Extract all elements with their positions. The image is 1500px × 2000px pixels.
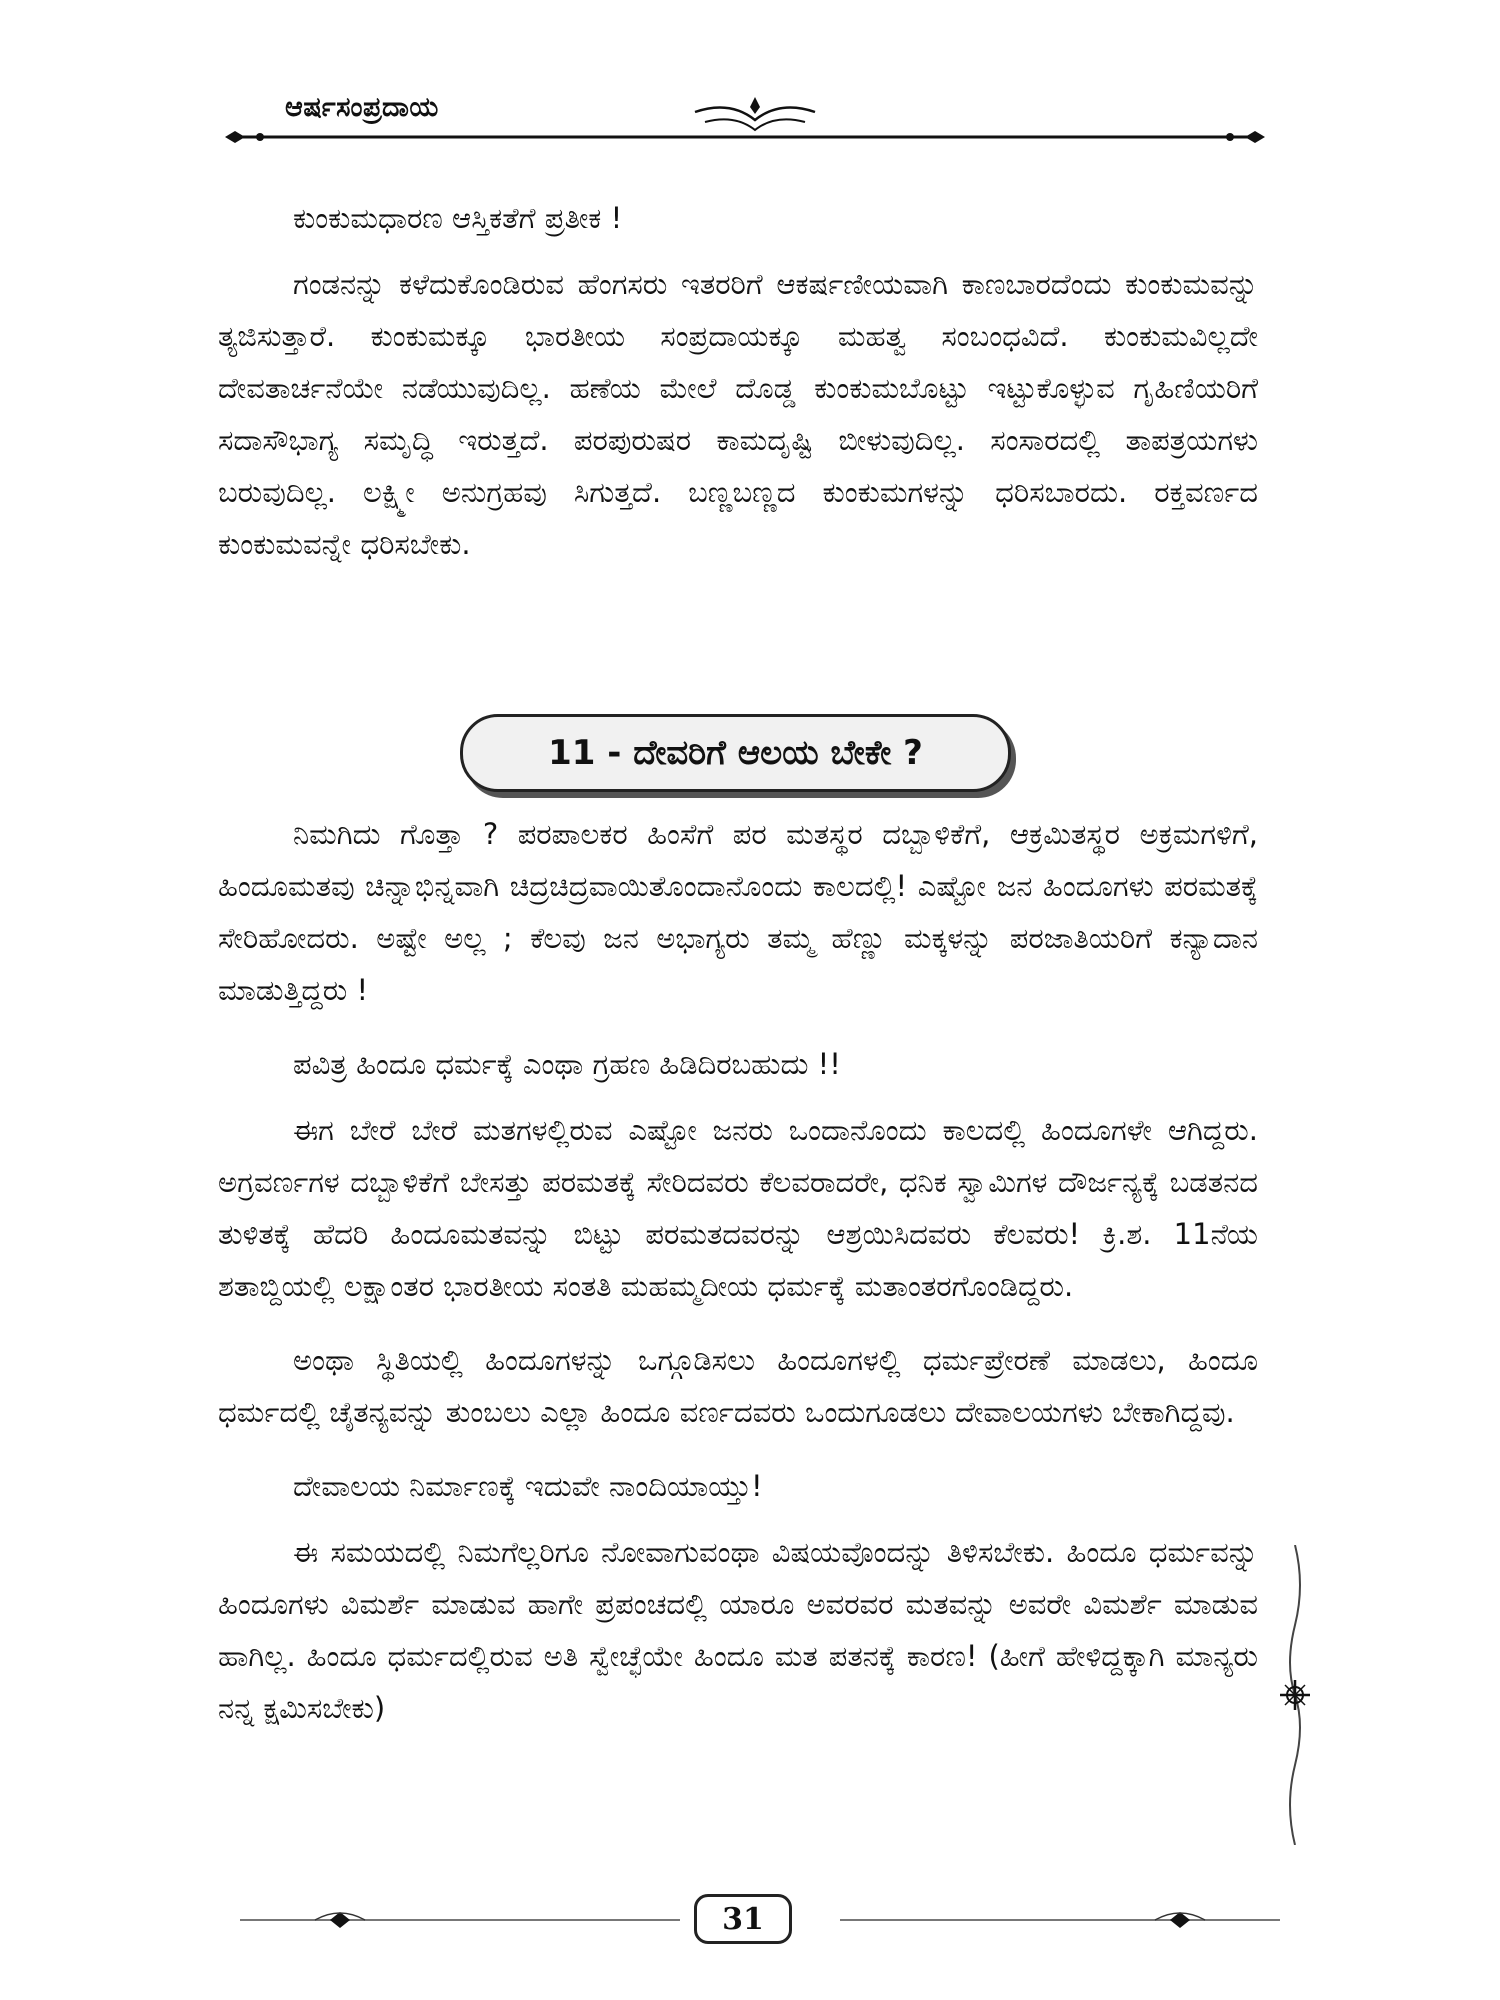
paragraph: ಅಂಥಾ ಸ್ಥಿತಿಯಲ್ಲಿ ಹಿಂದೂಗಳನ್ನು ಒಗ್ಗೂಡಿಸಲು ಹಿಂದೂಗಳಲ್ಲಿ ಧರ್ಮಪ್ರೇರಣೆ ಮಾಡಲು, ಹಿಂದೂ ಧರ್ಮದಲ್ಲಿ ಚೈತನ್ಯವನ್ನು ತುಂಬಲು ಎಲ್ಲಾ ಹಿಂದೂ ವರ್ಣದವರು ಒಂದುಗೂಡಲು ದೇವಾಲಯಗಳು ಬೇಕಾಗಿದ್ದವು. [218,1343,1258,1429]
running-header-title: ಆರ್ಷಸಂಪ್ರದಾಯ [285,92,439,123]
paragraph: ಕುಂಕುಮಧಾರಣ ಆಸ್ತಿಕತೆಗೆ ಪ್ರತೀಕ ! [293,201,623,235]
top-section-text [218,192,1258,592]
chapter-heading: 11 - ದೇವರಿಗೆ ಆಲಯ ಬೇಕೇ ? [548,733,923,773]
paragraph: ನಿಮಗಿದು ಗೊತ್ತಾ ? ಪರಪಾಲಕರ ಹಿಂಸೆಗೆ ಪರ ಮತಸ್ಥರ ದಬ್ಬಾಳಿಕೆಗೆ, ಆಕ್ರಮಿತಸ್ಥರ ಅಕ್ರಮಗಳಿಗೆ, ಹಿಂದೂಮತವು ಚಿನ್ನಾಭಿನ್ನವಾಗಿ ಚಿದ್ರಚಿದ್ರವಾಯಿತೊಂದಾನೊಂದು ಕಾಲದಲ್ಲಿ! ಎಷ್ಟೋ ಜನ ಹಿಂದೂಗಳು ಪರಮತಕ್ಕೆ ಸೇರಿಹೋದರು. ಅಷ್ಟೇ ಅಲ್ಲ ; ಕೆಲವು ಜನ ಅಭಾಗ್ಯರು ತಮ್ಮ ಹೆಣ್ಣು ಮಕ್ಕಳನ್ನು ಪರಜಾತಿಯರಿಗೆ ಕನ್ಯಾದಾನ ಮಾಡುತ್ತಿದ್ದರು ! [218,817,1258,1007]
header-ornament-rule [225,92,1265,152]
paragraph: ಗಂಡನನ್ನು ಕಳೆದುಕೊಂಡಿರುವ ಹೆಂಗಸರು ಇತರರಿಗೆ ಆಕರ್ಷಣೀಯವಾಗಿ ಕಾಣಬಾರದೆಂದು ಕುಂಕುಮವನ್ನು ತ್ಯಜಿಸುತ್ತಾರೆ. ಕುಂಕುಮಕ್ಕೂ ಭಾರತೀಯ ಸಂಪ್ರದಾಯಕ್ಕೂ ಮಹತ್ವ ಸಂಬಂಧವಿದೆ. ಕುಂಕುಮವಿಲ್ಲದೇ ದೇವತಾರ್ಚನೆಯೇ ನಡೆಯುವುದಿಲ್ಲ. ಹಣೆಯ ಮೇಲೆ ದೊಡ್ಡ ಕುಂಕುಮಬೊಟ್ಟು ಇಟ್ಟುಕೊಳ್ಳುವ ಗೃಹಿಣಿಯರಿಗೆ ಸದಾಸೌಭಾಗ್ಯ ಸಮೃದ್ಧಿ ಇರುತ್ತದೆ. ಪರಪುರುಷರ ಕಾಮದೃಷ್ಟಿ ಬೀಳುವುದಿಲ್ಲ. ಸಂಸಾರದಲ್ಲಿ ತಾಪತ್ರಯಗಳು ಬರುವುದಿಲ್ಲ. ಲಕ್ಷ್ಮೀ ಅನುಗ್ರಹವು ಸಿಗುತ್ತದೆ. ಬಣ್ಣಬಣ್ಣದ ಕುಂಕುಮಗಳನ್ನು ಧರಿಸಬಾರದು. ರಕ್ತವರ್ಣದ ಕುಂಕುಮವನ್ನೇ ಧರಿಸಬೇಕು. [218,267,1258,561]
side-border-ornament [1270,1545,1320,1845]
paragraph: ಈಗ ಬೇರೆ ಬೇರೆ ಮತಗಳಲ್ಲಿರುವ ಎಷ್ಟೋ ಜನರು ಒಂದಾನೊಂದು ಕಾಲದಲ್ಲಿ ಹಿಂದೂಗಳೇ ಆಗಿದ್ದರು. ಅಗ್ರವರ್ಣಗಳ ದಬ್ಬಾಳಿಕೆಗೆ ಬೇಸತ್ತು ಪರಮತಕ್ಕೆ ಸೇರಿದವರು ಕೆಲವರಾದರೇ, ಧನಿಕ ಸ್ವಾಮಿಗಳ ದೌರ್ಜನ್ಯಕ್ಕೆ ಬಡತನದ ತುಳಿತಕ್ಕೆ ಹೆದರಿ ಹಿಂದೂಮತವನ್ನು ಬಿಟ್ಟು ಪರಮತದವರನ್ನು ಆಶ್ರಯಿಸಿದವರು ಕೆಲವರು! ಕ್ರಿ.ಶ. 11ನೆಯ ಶತಾಬ್ದಿಯಲ್ಲಿ ಲಕ್ಷಾಂತರ ಭಾರತೀಯ ಸಂತತಿ ಮಹಮ್ಮದೀಯ ಧರ್ಮಕ್ಕೆ ಮತಾಂತರಗೊಂಡಿದ್ದರು. [218,1113,1258,1303]
paragraph: ಪವಿತ್ರ ಹಿಂದೂ ಧರ್ಮಕ್ಕೆ ಎಂಥಾ ಗ್ರಹಣ ಹಿಡಿದಿರಬಹುದು !! [293,1047,841,1081]
paragraph: ದೇವಾಲಯ ನಿರ್ಮಾಣಕ್ಕೆ ಇದುವೇ ನಾಂದಿಯಾಯ್ತು! [293,1469,763,1503]
chapter-heading-box [460,714,1011,792]
paragraph: ಈ ಸಮಯದಲ್ಲಿ ನಿಮಗೆಲ್ಲರಿಗೂ ನೋವಾಗುವಂಥಾ ವಿಷಯವೊಂದನ್ನು ತಿಳಿಸಬೇಕು. ಹಿಂದೂ ಧರ್ಮವನ್ನು ಹಿಂದೂಗಳು ವಿಮರ್ಶೆ ಮಾಡುವ ಹಾಗೇ ಪ್ರಪಂಚದಲ್ಲಿ ಯಾರೂ ಅವರವರ ಮತವನ್ನು ಅವರೇ ವಿಮರ್ಶೆ ಮಾಡುವ ಹಾಗಿಲ್ಲ. ಹಿಂದೂ ಧರ್ಮದಲ್ಲಿರುವ ಅತಿ ಸ್ವೇಚ್ಛೆಯೇ ಹಿಂದೂ ಮತ ಪತನಕ್ಕೆ ಕಾರಣ! (ಹೀಗೆ ಹೇಳಿದ್ದಕ್ಕಾಗಿ ಮಾನ್ಯರು ನನ್ನ ಕ್ಷಮಿಸಬೇಕು) [218,1535,1258,1725]
bottom-section-text [218,808,1258,1756]
page-number: 31 [694,1894,792,1944]
